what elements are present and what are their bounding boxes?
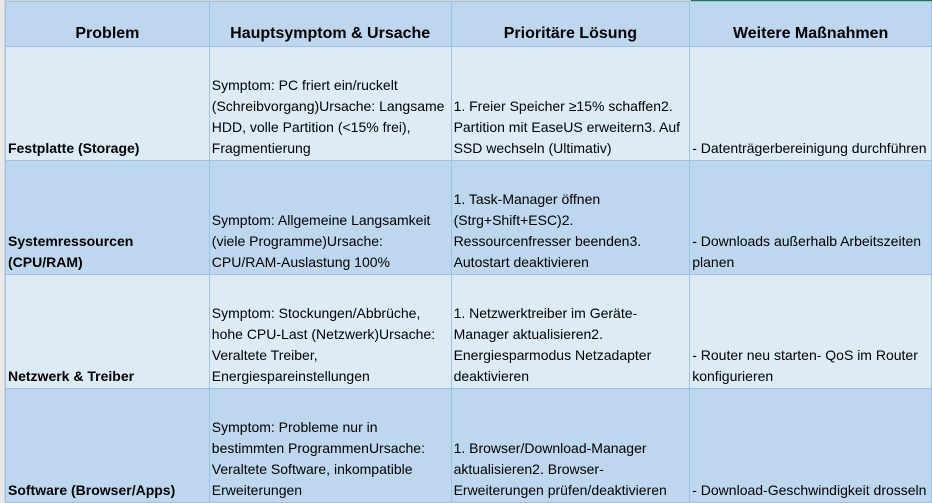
spreadsheet-table [5,1,932,503]
cell-measures[interactable]: - Datenträgerbereinigung durchführen [690,47,932,161]
cell-symptom[interactable]: Symptom: PC friert ein/ruckelt (Schreibvorgang)Ursache: Langsame HDD, volle Partition (<15% frei), Fragmentierung [209,47,451,161]
header-cell-measures[interactable]: Weitere Maßnahmen [690,2,932,47]
table-row [6,161,932,275]
cell-solution[interactable]: 1. Browser/Download-Manager aktualisieren2. Browser-Erweiterungen prüfen/deaktivieren [451,389,690,503]
header-cell-solution[interactable]: Prioritäre Lösung [451,2,690,47]
cell-symptom[interactable]: Symptom: Stockungen/Abbrüche, hohe CPU-Last (Netzwerk)Ursache: Veraltete Treiber, Energiespareinstellungen [209,275,451,389]
cell-problem[interactable]: Festplatte (Storage) [6,47,210,161]
table-row [6,275,932,389]
header-cell-symptom[interactable]: Hauptsymptom & Ursache [209,2,451,47]
table-row [6,389,932,503]
cell-problem[interactable]: Netzwerk & Treiber [6,275,210,389]
cell-solution[interactable]: 1. Netzwerktreiber im Geräte-Manager aktualisieren2. Energiesparmodus Netzadapter deaktivieren [451,275,690,389]
cell-solution[interactable]: 1. Freier Speicher ≥15% schaffen2. Partition mit EaseUS erweitern3. Auf SSD wechseln (Ultimativ) [451,47,690,161]
cell-symptom[interactable]: Symptom: Allgemeine Langsamkeit (viele Programme)Ursache: CPU/RAM-Auslastung 100% [209,161,451,275]
header-row [6,2,932,47]
table-row [6,47,932,161]
cell-problem[interactable]: Software (Browser/Apps) [6,389,210,503]
header-cell-problem[interactable]: Problem [6,2,210,47]
cell-measures[interactable]: - Download-Geschwindigkeit drosseln [690,389,932,503]
cell-problem[interactable]: Systemressourcen (CPU/RAM) [6,161,210,275]
cell-solution[interactable]: 1. Task-Manager öffnen (Strg+Shift+ESC)2. Ressourcenfresser beenden3. Autostart deaktivieren [451,161,690,275]
cell-measures[interactable]: - Downloads außerhalb Arbeitszeiten planen [690,161,932,275]
cell-symptom[interactable]: Symptom: Probleme nur in bestimmten ProgrammenUrsache: Veraltete Software, inkompatible Erweiterungen [209,389,451,503]
cell-measures[interactable]: - Router neu starten- QoS im Router konfigurieren [690,275,932,389]
